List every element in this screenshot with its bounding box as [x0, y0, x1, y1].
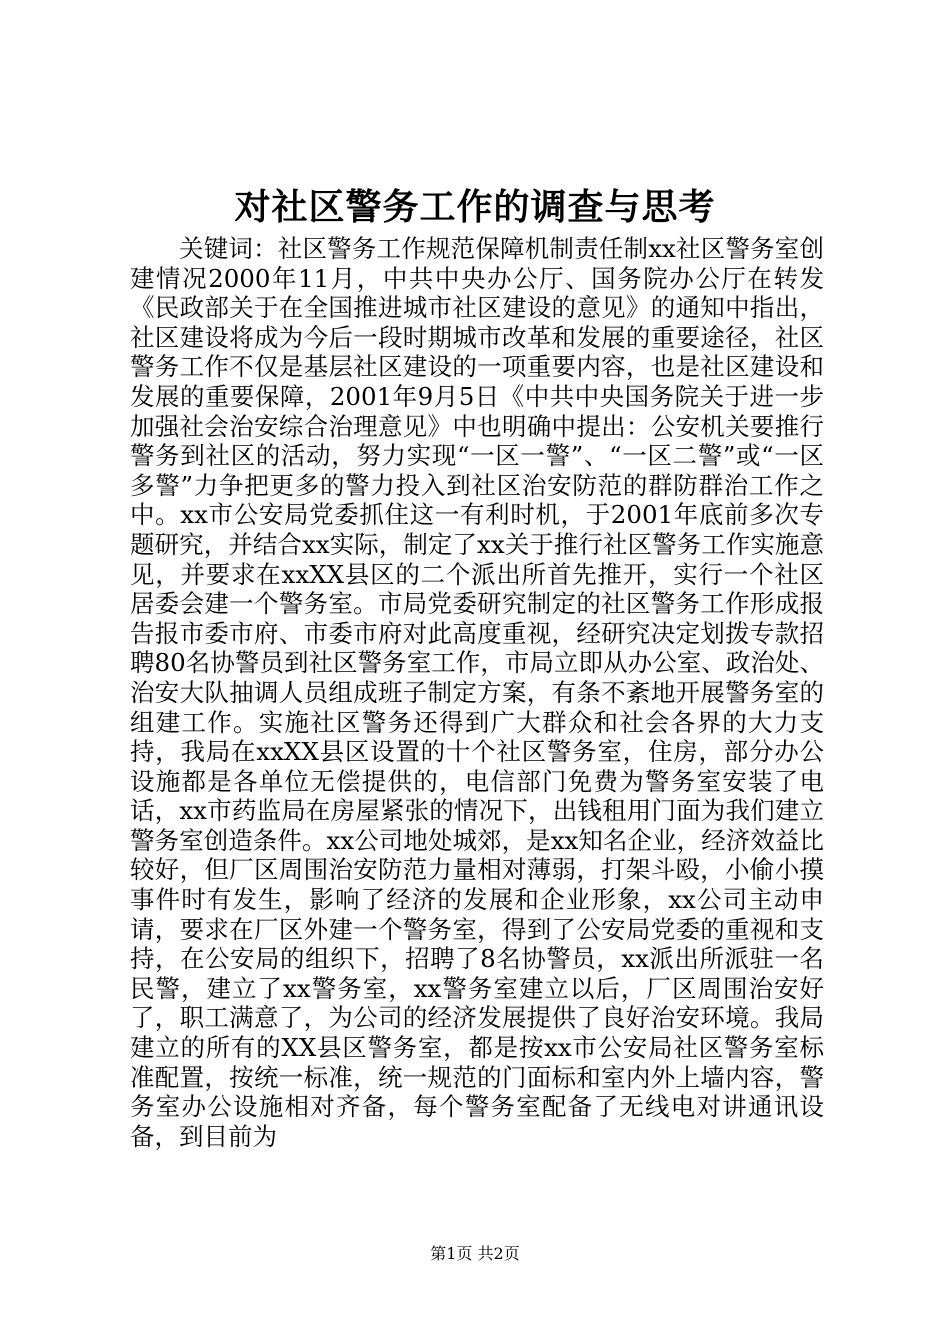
document-title: 对社区警务工作的调查与思考	[234, 186, 716, 228]
page-number-footer: 第1页 共2页	[430, 1244, 520, 1263]
document-body-paragraph: 关键词：社区警务工作规范保障机制责任制xx社区警务室创建情况2000年11月，中共中央办公厅、国务院办公厅在转发《民政部关于在全国推进城市社区建设的意见》的通知中指出，社区建设将成为今后一段时期城市改革和发展的重要途径，社区警务工作不仅是基层社区建设的一项重要内容，也是社区建设和发展的重要保障，2001年9月5日《中共中央国务院关于进一步加强社会治安综合治理意见》中也明确中提出：公安机关要推行警务到社区的活动，努力实现“一区一警”、“一区二警”或“一区多警”力争把更多的警力投入到社区治安防范的群防群治工作之中。xx市公安局党委抓住这一有利时机，于2001年底前多次专题研究，并结合xx实际，制定了xx关于推行社区警务工作实施意见，并要求在xxXX县区的二个派出所首先推开，实行一个社区居委会建一个警务室。市局党委研究制定的社区警务工作形成报告报市委市府、市委市府对此高度重视，经研究决定划拨专款招聘80名协警员到社区警务室工作，市局立即从办公室、政治处、治安大队抽调人员组成班子制定方案，有条不紊地开展警务室的组建工作。实施社区警务还得到广大群众和社会各界的大力支持，我局在xxXX县区设置的十个社区警务室，住房，部分办公设施都是各单位无偿提供的，电信部门免费为警务室安装了电话，xx市药监局在房屋紧张的情况下，出钱租用门面为我们建立警务室创造条件。xx公司地处城郊，是xx知名企业，经济效益比较好，但厂区周围治安防范力量相对薄弱，打架斗殴，小偷小摸事件时有发生，影响了经济的发展和企业形象，xx公司主动申请，要求在厂区外建一个警务室，得到了公安局党委的重视和支持，在公安局的组织下，招聘了8名协警员，xx派出所派驻一名民警，建立了xx警务室，xx警务室建立以后，厂区周围治安好了，职工满意了，为公司的经济发展提供了良好治安环境。我局建立的所有的XX县区警务室，都是按xx市公安局社区警务室标准配置，按统一标准，统一规范的门面标和室内外上墙内容，警务室办公设施相对齐备，每个警务室配备了无线电对讲通讯设备，到目前为	[130, 234, 824, 1151]
